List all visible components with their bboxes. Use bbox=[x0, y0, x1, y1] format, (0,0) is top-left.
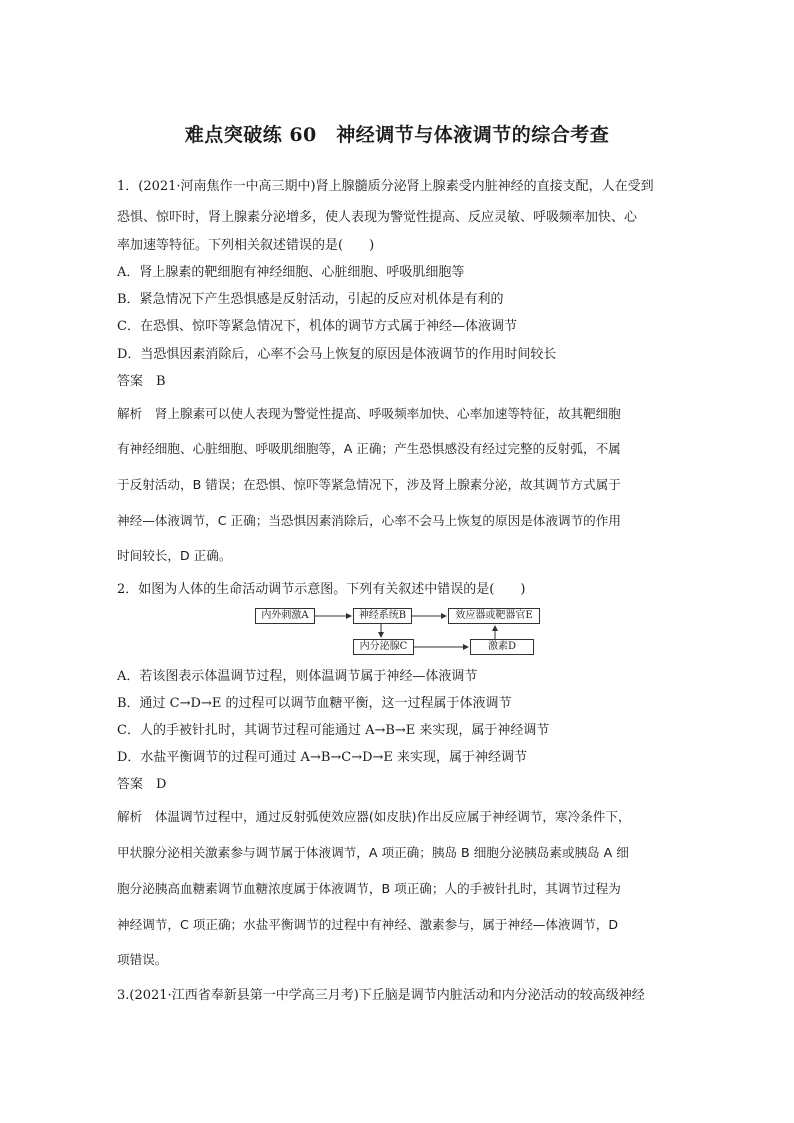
box-nervous-system-b: 神经系统B bbox=[353, 608, 412, 624]
q1-option-d: D．当恐惧因素消除后，心率不会马上恢复的原因是体液调节的作用时间较长 bbox=[117, 347, 557, 362]
q1-stem-line-2: 恐惧、惊吓时，肾上腺素分泌增多，使人表现为警觉性提高、反应灵敏、呼吸频率加快、心 bbox=[117, 210, 638, 225]
q1-option-a: A．肾上腺素的靶细胞有神经细胞、心脏细胞、呼吸肌细胞等 bbox=[117, 265, 465, 280]
q2-answer: 答案 D bbox=[117, 777, 167, 792]
q2-option-d: D．水盐平衡调节的过程可通过 A→B→C→D→E 来实现，属于神经调节 bbox=[117, 750, 528, 765]
q1-stem-line-1: 1．(2021·河南焦作一中高三期中)肾上腺髓质分泌肾上腺素受内脏神经的直接支配，人在受到 bbox=[117, 179, 654, 194]
q1-stem-line-3: 率加速等特征。下列相关叙述错误的是( ) bbox=[117, 238, 375, 253]
q3-stem: 3.(2021·江西省奉新县第一中学高三月考)下丘脑是调节内脏活动和内分泌活动的较高级神经 bbox=[117, 988, 645, 1003]
q1-option-b: B．紧急情况下产生恐惧感是反射活动，引起的反应对机体是有利的 bbox=[117, 292, 504, 307]
q1-option-c: C．在恐惧、惊吓等紧急情况下，机体的调节方式属于神经—体液调节 bbox=[117, 319, 517, 334]
q2-explanation-line-5: 项错误。 bbox=[117, 952, 168, 967]
q2-explanation-line-4: 神经调节，C 项正确；水盐平衡调节的过程中有神经、激素参与，属于神经—体液调节，D bbox=[117, 917, 619, 932]
q2-option-a: A．若该图表示体温调节过程，则体温调节属于神经—体液调节 bbox=[117, 669, 478, 684]
page-title: 难点突破练 60 神经调节与体液调节的综合考查 bbox=[184, 124, 610, 146]
regulation-diagram bbox=[250, 606, 550, 658]
box-effector-e: 效应器或靶器官E bbox=[448, 608, 540, 624]
box-endocrine-c: 内分泌腺C bbox=[353, 639, 414, 655]
q1-answer: 答案 B bbox=[117, 374, 166, 389]
q2-option-c: C．人的手被针扎时，其调节过程可能通过 A→B→E 来实现，属于神经调节 bbox=[117, 723, 550, 738]
q2-stem: 2．如图为人体的生命活动调节示意图。下列有关叙述中错误的是( ) bbox=[117, 582, 526, 597]
q2-explanation-line-3: 胞分泌胰高血糖素调节血糖浓度属于体液调节，B 项正确；人的手被针扎时，其调节过程为 bbox=[117, 881, 621, 896]
q1-explanation-line-2: 有神经细胞、心脏细胞、呼吸肌细胞等，A 正确；产生恐惧感没有经过完整的反射弧，不属 bbox=[117, 441, 621, 456]
box-hormone-d: 激素D bbox=[470, 639, 534, 655]
q1-explanation-line-5: 时间较长，D 正确。 bbox=[117, 548, 232, 563]
q1-explanation-line-4: 神经—体液调节，C 正确；当恐惧因素消除后，心率不会马上恢复的原因是体液调节的作用 bbox=[117, 513, 621, 528]
q2-option-b: B．通过 C→D→E 的过程可以调节血糖平衡，这一过程属于体液调节 bbox=[117, 696, 512, 711]
q1-explanation-line-1: 解析 肾上腺素可以使人表现为警觉性提高、呼吸频率加快、心率加速等特征，故其靶细胞 bbox=[117, 406, 621, 421]
box-stimulus-a: 内外刺激A bbox=[255, 608, 315, 624]
q2-explanation-line-2: 甲状腺分泌相关激素参与调节属于体液调节，A 项正确；胰岛 B 细胞分泌胰岛素或胰岛 A 细 bbox=[117, 845, 629, 860]
q1-explanation-line-3: 于反射活动，B 错误；在恐惧、惊吓等紧急情况下，涉及肾上腺素分泌，故其调节方式属于 bbox=[117, 477, 621, 492]
q2-explanation-line-1: 解析 体温调节过程中，通过反射弧使效应器(如皮肤)作出反应属于神经调节，寒冷条件下， bbox=[117, 809, 631, 824]
